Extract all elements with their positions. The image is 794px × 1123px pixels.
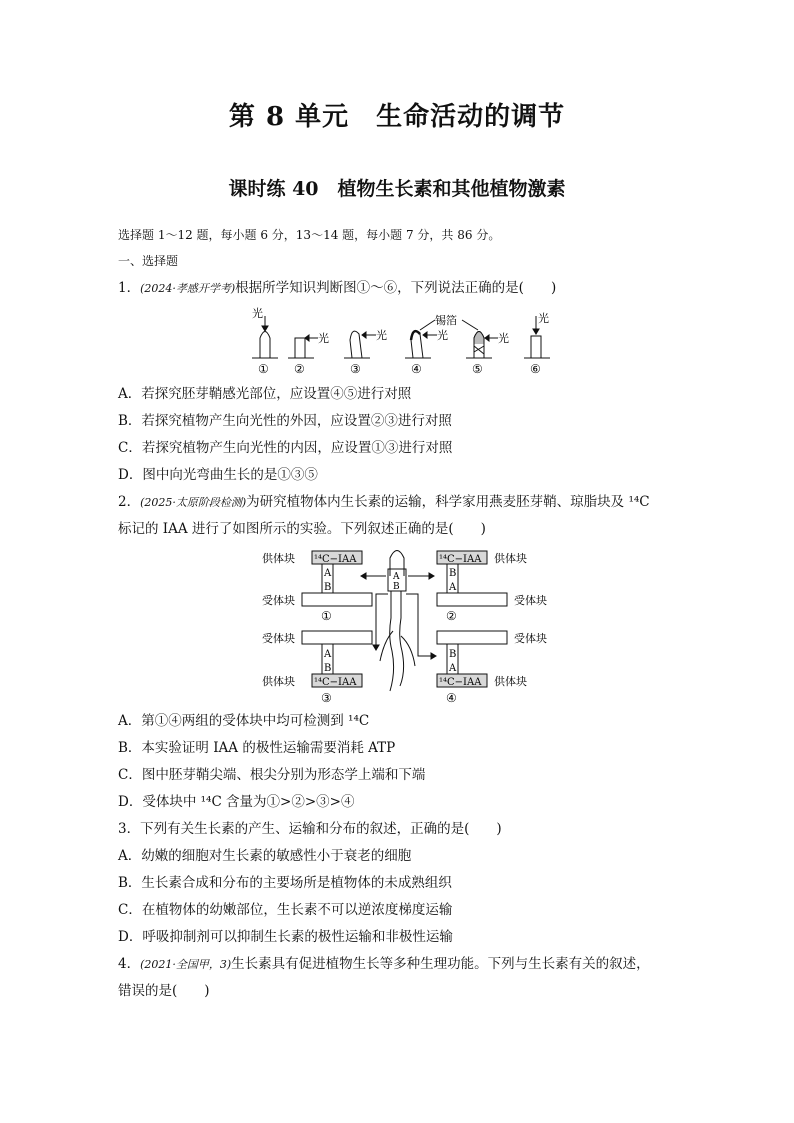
question-1-stem <box>118 279 556 298</box>
segment-b: B <box>324 582 332 593</box>
segment-a: A <box>324 649 332 660</box>
question-2-stem <box>118 493 650 512</box>
segment-b: B <box>449 568 457 579</box>
iaa-transport-figure <box>262 546 547 706</box>
question-source: (2024·孝感开学考) <box>140 282 236 295</box>
figure-label-4: ④ <box>411 362 422 376</box>
question-number: 2． <box>118 494 141 510</box>
question-source: (2021·全国甲，3) <box>140 958 232 971</box>
figure-label-3: ③ <box>321 691 332 705</box>
figure-label-2: ② <box>294 362 305 376</box>
light-label: 光 <box>376 329 387 342</box>
light-label: 光 <box>318 332 329 345</box>
figure-label-5: ⑤ <box>472 362 483 376</box>
receiver-label: 受体块 <box>262 594 295 607</box>
q1-option-a: A．若探究胚芽鞘感光部位，应设置④⑤进行对照 <box>118 386 412 402</box>
question-2-stem-cont: 标记的 IAA 进行了如图所示的实验。下列叙述正确的是( ) <box>118 521 486 537</box>
segment-a: A <box>393 572 400 582</box>
question-text: 为研究植物体内生长素的运输，科学家用燕麦胚芽鞘、琼脂块及 ¹⁴C <box>246 494 650 510</box>
light-label: 光 <box>252 307 263 320</box>
lesson-title: 课时练 40 植物生长素和其他植物激素 <box>228 178 566 200</box>
question-4-stem <box>118 955 650 974</box>
iaa-label: ¹⁴C−IAA <box>439 677 482 688</box>
figure-label-6: ⑥ <box>530 362 541 376</box>
question-4-stem-cont: 错误的是( ) <box>118 983 210 999</box>
figure-label-1: ① <box>321 609 332 623</box>
segment-a: A <box>449 582 457 593</box>
receiver-label: 受体块 <box>262 632 295 645</box>
iaa-label: ¹⁴C−IAA <box>314 554 357 565</box>
question-text: 根据所学知识判断图①～⑥，下列说法正确的是( ) <box>235 280 557 296</box>
light-label: 光 <box>437 329 448 342</box>
question-number: 1． <box>118 280 141 296</box>
question-text: 生长素具有促进植物生长等多种生理功能。下列与生长素有关的叙述， <box>231 956 650 972</box>
q2-option-c: C．图中胚芽鞘尖端、根尖分别为形态学上端和下端 <box>118 767 426 783</box>
segment-a: A <box>324 568 332 579</box>
q1-option-d: D．图中向光弯曲生长的是①③⑤ <box>118 467 318 483</box>
q1-option-c: C．若探究植物产生向光性的内因，应设置①③进行对照 <box>118 440 453 456</box>
segment-b: B <box>449 649 457 660</box>
light-label: 光 <box>498 332 509 345</box>
question-number: 3． <box>118 821 141 837</box>
figure-label-2: ② <box>446 609 457 623</box>
unit-title: 第 8 单元 生命活动的调节 <box>228 102 566 132</box>
q1-option-b: B．若探究植物产生向光性的外因，应设置②③进行对照 <box>118 413 452 429</box>
segment-b: B <box>324 663 332 674</box>
figure-label-1: ① <box>258 362 269 376</box>
foil-label: 锡箔 <box>435 314 457 327</box>
segment-a: A <box>449 663 457 674</box>
donor-label: 供体块 <box>494 552 527 565</box>
iaa-label: ¹⁴C−IAA <box>314 677 357 688</box>
phototropism-figure <box>230 308 560 378</box>
q3-option-b: B．生长素合成和分布的主要场所是植物体的未成熟组织 <box>118 875 452 891</box>
donor-label: 供体块 <box>262 552 295 565</box>
segment-b: B <box>393 582 400 592</box>
question-3-stem <box>118 820 502 838</box>
q2-option-a: A．第①④两组的受体块中均可检测到 ¹⁴C <box>118 713 370 729</box>
question-number: 4． <box>118 956 141 972</box>
receiver-label: 受体块 <box>514 632 547 645</box>
q3-option-a: A．幼嫩的细胞对生长素的敏感性小于衰老的细胞 <box>118 848 412 864</box>
exercise-intro: 选择题 1～12 题，每小题 6 分，13～14 题，每小题 7 分，共 86 分。 <box>118 228 501 242</box>
iaa-label: ¹⁴C−IAA <box>439 554 482 565</box>
figure-label-4: ④ <box>446 691 457 705</box>
q2-option-d: D．受体块中 ¹⁴C 含量为①>②>③>④ <box>118 794 355 810</box>
receiver-label: 受体块 <box>514 594 547 607</box>
q2-option-b: B．本实验证明 IAA 的极性运输需要消耗 ATP <box>118 740 396 756</box>
question-source: (2025·太原阶段检测) <box>140 496 247 509</box>
donor-label: 供体块 <box>494 675 527 688</box>
donor-label: 供体块 <box>262 675 295 688</box>
question-text: 下列有关生长素的产生、运输和分布的叙述，正确的是( ) <box>140 821 502 837</box>
q3-option-d: D．呼吸抑制剂可以抑制生长素的极性运输和非极性运输 <box>118 929 453 945</box>
q3-option-c: C．在植物体的幼嫩部位，生长素不可以逆浓度梯度运输 <box>118 902 453 918</box>
light-label: 光 <box>538 312 549 325</box>
figure-label-3: ③ <box>350 362 361 376</box>
section-heading: 一、选择题 <box>118 254 179 268</box>
